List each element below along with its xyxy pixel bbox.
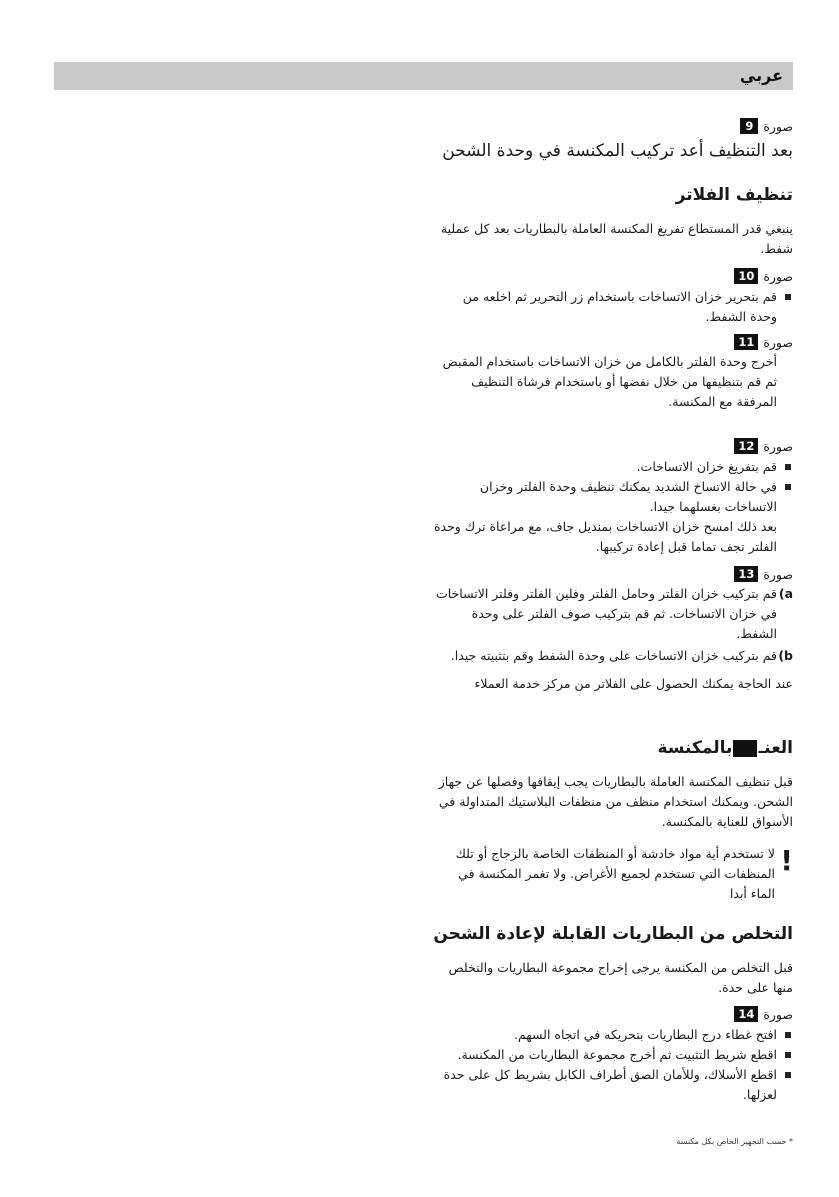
section-care <box>433 736 793 904</box>
section-filters <box>433 183 793 694</box>
list-item: اقطع الأسلاك، وللأمان الصق أطراف الكابل بشريط كل على حدة لعزلها. <box>433 1065 793 1105</box>
figure-word: صورة <box>763 334 793 350</box>
filters-intro: ينبغي قدر المستطاع تفريغ المكنسة العاملة بالبطاريات بعد كل عملية شفط. <box>440 221 793 256</box>
warning-text: لا تستخدم أية مواد خادشة أو المنظفات الخاصة بالزجاج أو تلك المنظفات التي تستخدم لجميع الأغراض. ولا تغمر المكنسة في الماء أبدا <box>455 846 775 901</box>
section-disposal <box>433 922 793 1105</box>
care-title-part: بالمكنسة <box>657 738 733 758</box>
bullet-icon <box>785 1072 791 1078</box>
header-bar <box>54 62 793 90</box>
list-item: افتح غطاء درج البطاريات بتحريكه في اتجاه السهم. <box>433 1025 793 1045</box>
figure-label <box>433 566 793 582</box>
bullet-icon <box>785 1052 791 1058</box>
section-title-disposal: التخلص من البطاريات القابلة لإعادة الشحن <box>433 924 793 944</box>
language-title: عربي <box>739 66 783 85</box>
figure-number: 12 <box>734 438 758 454</box>
figure-word: صورة <box>763 438 793 454</box>
bullet-icon <box>785 1032 791 1038</box>
list-item: قم بتفريغ خزان الاتساخات. <box>433 457 793 477</box>
figure-label <box>433 268 793 284</box>
list-item: اقطع شريط التثبيت ثم أخرج مجموعة البطاريات من المكنسة. <box>433 1045 793 1065</box>
section-title-care <box>433 736 793 760</box>
figure-label <box>433 118 793 134</box>
figure-label <box>433 1006 793 1022</box>
figure-word: صورة <box>763 566 793 582</box>
step-letter: a) <box>778 586 793 601</box>
disposal-intro: قبل التخلص من المكنسة يرجى إخراج مجموعة البطاريات والتخلص منها على حدة. <box>448 960 793 995</box>
figure-label <box>433 438 793 454</box>
figure-number: 10 <box>734 268 758 284</box>
figure-number: 14 <box>734 1006 758 1022</box>
bullet-icon <box>785 464 791 470</box>
fig12-note: بعد ذلك امسح خزان الاتساخات بمنديل جاف، مع مراعاة ترك وحدة الفلتر تجف تماما قبل إعادة تركيبها. <box>433 519 777 554</box>
step-text: قم بتركيب خزان الفلتر وحامل الفلتر وفلين الفلتر وفلتر الاتساخات في خزان الاتساخات. ثم قم بتركيب صوف الفلتر على وحدة الشفط. <box>435 586 777 641</box>
fig14-list <box>433 1025 793 1105</box>
list-item: في حالة الاتساخ الشديد يمكنك تنظيف وحدة الفلتر وخزان الاتساخات بغسلهما جيدا. <box>433 477 793 517</box>
warning-block <box>433 844 793 904</box>
care-paragraph: قبل تنظيف المكنسة العاملة بالبطاريات يجب إيقافها وفصلها عن جهاز الشحن. ويمكنك استخدام منظف من منظفات البلاستيك المتداولة في الأسواق للعناية بالمكنسة. <box>438 774 793 829</box>
fig10-list <box>433 287 793 327</box>
reassemble-text: بعد التنظيف أعد تركيب المكنسة في وحدة الشحن <box>442 141 793 161</box>
fig12-list <box>433 457 793 517</box>
figure-number: 9 <box>740 118 758 134</box>
footnote: * حسب التجهيز الخاص بكل مكنسة <box>676 1137 793 1146</box>
figure-number: 13 <box>734 566 758 582</box>
figure-word: صورة <box>763 118 793 134</box>
redaction-box <box>733 740 757 757</box>
service-note: عند الحاجة يمكنك الحصول على الفلاتر من مركز خدمة العملاء <box>474 676 793 691</box>
step-a <box>433 584 793 644</box>
warning-icon: ! <box>780 844 793 877</box>
care-title-part: العنـ <box>758 738 793 758</box>
step-b <box>433 646 793 666</box>
figure-word: صورة <box>763 1006 793 1022</box>
step-text: قم بتركيب خزان الاتساخات على وحدة الشفط وقم بتثبيته جيدا. <box>450 648 777 663</box>
bullet-icon <box>785 484 791 490</box>
step-letter: b) <box>778 648 793 663</box>
list-item: قم بتحرير خزان الاتساخات باستخدام زر التحرير ثم اخلعه من وحدة الشفط. <box>433 287 793 327</box>
bullet-icon <box>785 294 791 300</box>
figure-number: 11 <box>734 334 758 350</box>
section-title-filters: تنظيف الفلاتر <box>675 185 793 205</box>
fig11-text: أخرج وحدة الفلتر بالكامل من خزان الاتساخات باستخدام المقبض ثم قم بتنظيفها من خلال نفضها أو باستخدام فرشاة التنظيف المرفقة مع المكنسة. <box>442 354 777 409</box>
figure-label <box>433 334 793 350</box>
section-fig9 <box>433 118 793 162</box>
figure-word: صورة <box>763 268 793 284</box>
